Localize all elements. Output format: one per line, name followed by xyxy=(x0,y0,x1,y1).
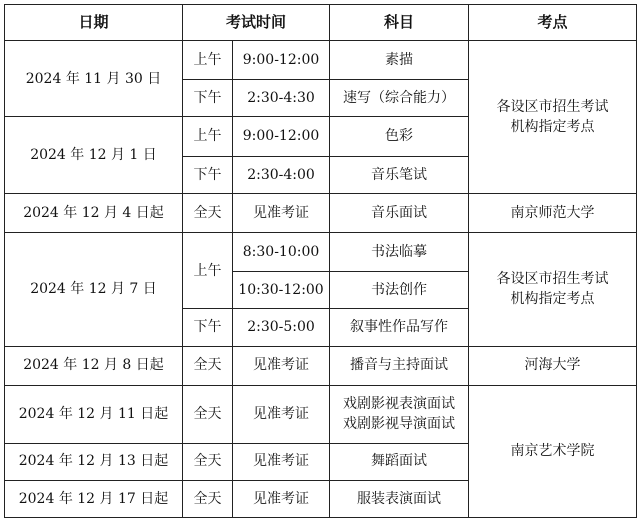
time-cell: 9:00-12:00 xyxy=(233,41,330,80)
header-row xyxy=(5,5,637,41)
subject-cell: 叙事性作品写作 xyxy=(330,309,469,346)
subject-cell xyxy=(330,385,469,443)
subject-cell: 速写（综合能力） xyxy=(330,80,469,117)
date-cell: 2024 年 12 月 7 日 xyxy=(5,232,183,346)
date-cell: 2024 年 12 月 1 日 xyxy=(5,117,183,193)
venue-cell xyxy=(469,232,637,346)
time-cell: 见准考证 xyxy=(233,385,330,443)
time-cell: 9:00-12:00 xyxy=(233,117,330,156)
table-row xyxy=(5,193,637,232)
subject-cell: 书法创作 xyxy=(330,272,469,309)
period-cell: 上午 xyxy=(183,117,233,156)
period-cell: 上午 xyxy=(183,232,233,308)
subject-cell: 色彩 xyxy=(330,117,469,156)
period-cell: 上午 xyxy=(183,41,233,80)
venue-cell xyxy=(469,41,637,194)
period-cell: 全天 xyxy=(183,443,233,480)
header-date: 日期 xyxy=(5,5,183,41)
table-row xyxy=(5,41,637,80)
time-cell: 见准考证 xyxy=(233,193,330,232)
period-cell: 全天 xyxy=(183,346,233,385)
subject-line: 戏剧影视表演面试 xyxy=(343,395,456,412)
period-cell: 下午 xyxy=(183,80,233,117)
venue-cell: 南京师范大学 xyxy=(469,193,637,232)
date-cell: 2024 年 12 月 8 日起 xyxy=(5,346,183,385)
venue-line: 机构指定考点 xyxy=(510,118,595,135)
time-cell: 2:30-4:30 xyxy=(233,80,330,117)
date-cell: 2024 年 12 月 17 日起 xyxy=(5,480,183,517)
time-cell: 10:30-12:00 xyxy=(233,272,330,309)
time-cell: 2:30-5:00 xyxy=(233,309,330,346)
date-cell: 2024 年 12 月 11 日起 xyxy=(5,385,183,443)
date-cell: 2024 年 12 月 13 日起 xyxy=(5,443,183,480)
period-cell: 全天 xyxy=(183,193,233,232)
subject-line: 戏剧影视导演面试 xyxy=(343,416,456,433)
subject-cell: 书法临摹 xyxy=(330,232,469,271)
time-cell: 见准考证 xyxy=(233,480,330,517)
subject-cell: 服装表演面试 xyxy=(330,480,469,517)
period-cell: 下午 xyxy=(183,309,233,346)
time-cell: 见准考证 xyxy=(233,443,330,480)
time-cell: 8:30-10:00 xyxy=(233,232,330,271)
venue-line: 各设区市招生考试 xyxy=(496,98,609,115)
venue-cell: 南京艺术学院 xyxy=(469,385,637,517)
table-row xyxy=(5,385,637,443)
period-cell: 全天 xyxy=(183,480,233,517)
subject-cell: 音乐面试 xyxy=(330,193,469,232)
time-cell: 2:30-4:00 xyxy=(233,156,330,193)
venue-cell: 河海大学 xyxy=(469,346,637,385)
subject-cell: 素描 xyxy=(330,41,469,80)
subject-cell: 音乐笔试 xyxy=(330,156,469,193)
table-row xyxy=(5,346,637,385)
period-cell: 下午 xyxy=(183,156,233,193)
subject-cell: 播音与主持面试 xyxy=(330,346,469,385)
table-row xyxy=(5,232,637,271)
venue-line: 机构指定考点 xyxy=(510,291,595,308)
date-cell: 2024 年 11 月 30 日 xyxy=(5,41,183,117)
subject-cell: 舞蹈面试 xyxy=(330,443,469,480)
time-cell: 见准考证 xyxy=(233,346,330,385)
venue-line: 各设区市招生考试 xyxy=(496,270,609,287)
header-venue: 考点 xyxy=(469,5,637,41)
header-subject: 科目 xyxy=(330,5,469,41)
header-exam-time: 考试时间 xyxy=(183,5,330,41)
exam-schedule-table xyxy=(4,4,637,518)
date-cell: 2024 年 12 月 4 日起 xyxy=(5,193,183,232)
period-cell: 全天 xyxy=(183,385,233,443)
